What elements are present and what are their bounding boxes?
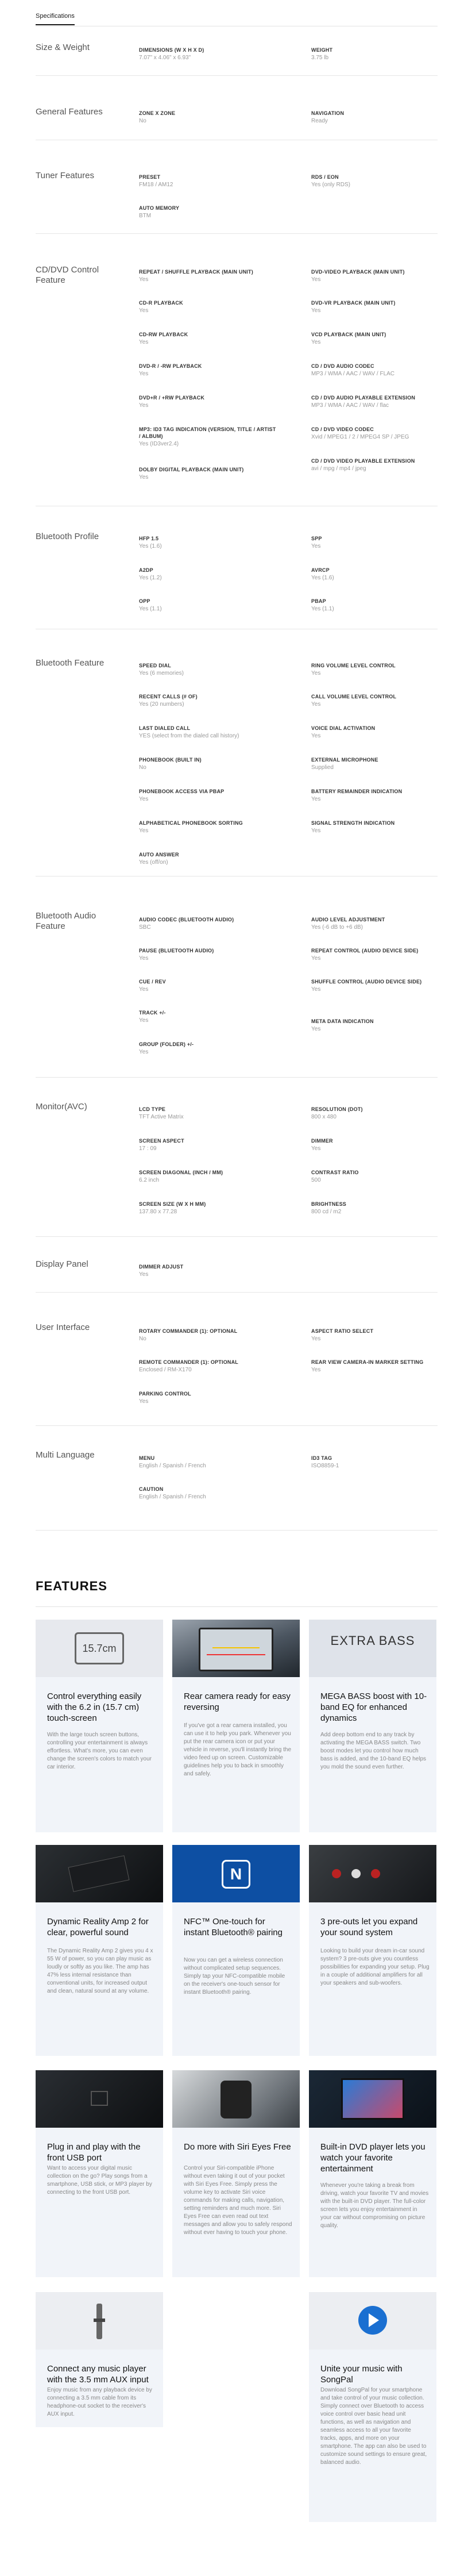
songpal-icon <box>309 2292 436 2350</box>
spec-item: SIGNAL STRENGTH INDICATION Yes <box>311 820 395 834</box>
feature-title: MEGA BASS boost with 10-band EQ for enhanced dynamics <box>320 1691 427 1723</box>
spec-item: SCREEN DIAGONAL (INCH / MM) 6.2 inch <box>139 1170 223 1183</box>
spec-tabs <box>36 8 438 26</box>
feature-card <box>309 1845 436 2056</box>
feature-title: NFC™ One-touch for instant Bluetooth® pairing <box>184 1917 283 1937</box>
spec-item: MP3: ID3 TAG INDICATION (VERSION, TITLE / ARTIST / ALBUM) Yes (ID3ver2.4) <box>139 426 276 447</box>
feature-title: Dynamic Reality Amp 2 for clear, powerful sound <box>47 1917 149 1937</box>
spec-item: ZONE X ZONE No <box>139 110 176 124</box>
feature-title: Built-in DVD player lets you watch your favorite entertainment <box>320 2142 426 2174</box>
spec-item: ALPHABETICAL PHONEBOOK SORTING Yes <box>139 820 243 834</box>
section-title: Bluetooth Feature <box>36 658 105 668</box>
spec-item: SPP Yes <box>311 536 322 549</box>
spec-item: WEIGHT 3.75 lb <box>311 47 333 61</box>
spec-item: DVD+R / +RW PLAYBACK Yes <box>139 395 205 409</box>
aux-cable-icon <box>36 2292 163 2350</box>
spec-item: CD / DVD AUDIO PLAYABLE EXTENSION MP3 / WMA / AAC / WAV / flac <box>311 395 416 409</box>
spec-section-monitor <box>36 1102 438 1237</box>
spec-item: META DATA INDICATION Yes <box>311 1018 374 1032</box>
spec-item: PARKING CONTROL Yes <box>139 1391 191 1405</box>
spec-item: CAUTION English / Spanish / French <box>139 1486 206 1500</box>
section-title: General Features <box>36 107 103 117</box>
rear-camera-image <box>172 1620 300 1677</box>
spec-section-general <box>36 107 438 140</box>
section-title: Size & Weight <box>36 43 90 52</box>
feature-card <box>36 1620 163 1832</box>
spec-item: PHONEBOOK ACCESS VIA PBAP Yes <box>139 789 225 802</box>
feature-text: Download SongPal for your smartphone and take control of your music collection. Simply connect over Bluetooth to access voice control over basic head unit functions, as well as navigation and seamless access to all your favorite tracks, apps, and more on your smartphone. The app can also be used to customize sound settings to ensure great, balanced audio. <box>320 2387 427 2466</box>
feature-card <box>172 1620 300 1832</box>
feature-card <box>309 2292 436 2522</box>
spec-item: VOICE DIAL ACTIVATION Yes <box>311 725 376 739</box>
feature-text: If you've got a rear camera installed, you can use it to help you park. Whenever you put the rear camera icon or put your vehicle in reverse, you'll instantly bring the video feed up on screen. Customizable guidelines help you to back in smoothly and safely. <box>184 1723 292 1777</box>
spec-item: CD-RW PLAYBACK Yes <box>139 332 188 345</box>
feature-text: Want to access your digital music collection on the go? Play songs from a smartphone, USB stick, or MP3 player by connecting to the front USB port. <box>47 2165 152 2196</box>
spec-item: AUTO ANSWER Yes (off/on) <box>139 852 179 866</box>
spec-item: PHONEBOOK (BUILT IN) No <box>139 757 202 771</box>
spec-item: PBAP Yes (1.1) <box>311 598 334 612</box>
feature-text: With the large touch screen buttons, controlling your entertainment is always effortless. What's more, you can even change the screen's colors to match your car interior. <box>47 1732 152 1770</box>
feature-text: Whenever you're taking a break from driving, watch your favorite TV and movies with the built-in DVD player. The full-color screen lets you enjoy entertainment in your car without compromising on picture quality. <box>320 2182 429 2229</box>
feature-card <box>172 2070 300 2277</box>
dvd-player-image <box>309 2070 436 2128</box>
spec-item: ROTARY COMMANDER (1): OPTIONAL No <box>139 1328 238 1342</box>
spec-section-tuner <box>36 171 438 234</box>
siri-image <box>172 2070 300 2128</box>
spec-item: SCREEN SIZE (W X H MM) 137.80 x 77.28 <box>139 1201 206 1215</box>
feature-card <box>36 2292 163 2427</box>
spec-section-bt-audio <box>36 911 438 1078</box>
feature-text: Enjoy music from any playback device by connecting a 3.5 mm cable from its headphone-out socket to the receiver's AUX input. <box>47 2387 152 2417</box>
amp-chip-image <box>36 1845 163 1902</box>
spec-item: DIMMER Yes <box>311 1138 333 1152</box>
feature-card <box>309 1620 436 1832</box>
spec-item: RESOLUTION (DOT) 800 x 480 <box>311 1106 363 1120</box>
spec-item: GROUP (FOLDER) +/- Yes <box>139 1041 194 1055</box>
spec-item: DVD-VIDEO PLAYBACK (MAIN UNIT) Yes <box>311 269 405 283</box>
spec-item: A2DP Yes (1.2) <box>139 567 162 581</box>
feature-title: Unite your music with SongPal <box>320 2364 403 2385</box>
spec-item: SHUFFLE CONTROL (AUDIO DEVICE SIDE) Yes <box>311 979 422 993</box>
spec-item: DVD-R / -RW PLAYBACK Yes <box>139 363 202 377</box>
spec-item: DVD-VR PLAYBACK (MAIN UNIT) Yes <box>311 300 396 314</box>
spec-item: HFP 1.5 Yes (1.6) <box>139 536 162 549</box>
spec-item: SPEED DIAL Yes (6 memories) <box>139 663 184 676</box>
spec-item: AUDIO CODEC (BLUETOOTH AUDIO) SBC <box>139 917 234 931</box>
spec-section-cd-dvd <box>36 265 438 506</box>
spec-item: SCREEN ASPECT 17 : 09 <box>139 1138 184 1152</box>
spec-item: CD / DVD VIDEO CODEC Xvid / MPEG1 / 2 / MPEG4 SP / JPEG <box>311 426 409 440</box>
section-title: Tuner Features <box>36 171 94 180</box>
spec-section-ui <box>36 1322 438 1426</box>
feature-text: The Dynamic Reality Amp 2 gives you 4 x 55 W of power, so you can play music as loudly or softly as you like. The amp has 47% less internal resistance than conventional units, for increased output and clean, natural sound at any volume. <box>47 1948 153 1994</box>
spec-item: DIMENSIONS (W X H X D) 7.07" x 4.06" x 6.93" <box>139 47 204 61</box>
spec-section-language <box>36 1450 438 1531</box>
feature-card <box>36 2070 163 2277</box>
spec-item: LCD TYPE TFT Active Matrix <box>139 1106 184 1120</box>
spec-item: CONTRAST RATIO 500 <box>311 1170 359 1183</box>
spec-item: MENU English / Spanish / French <box>139 1455 206 1469</box>
spec-item: RING VOLUME LEVEL CONTROL Yes <box>311 663 396 676</box>
spec-section-size-weight <box>36 43 438 76</box>
spec-item: BATTERY REMAINDER INDICATION Yes <box>311 789 403 802</box>
features-heading: FEATURES <box>36 1579 107 1593</box>
spec-item: CUE / REV Yes <box>139 979 166 993</box>
spec-item: TRACK +/- Yes <box>139 1010 166 1024</box>
spec-item: BRIGHTNESS 800 cd / m2 <box>311 1201 347 1215</box>
spec-item: DIMMER ADJUST Yes <box>139 1264 184 1278</box>
section-title: Display Panel <box>36 1259 88 1269</box>
feature-card <box>172 1845 300 2056</box>
spec-item: CD-R PLAYBACK Yes <box>139 300 183 314</box>
section-title: User Interface <box>36 1322 90 1332</box>
feature-text: Looking to build your dream in-car sound system? 3 pre-outs give you countless possibilities for expanding your setup. Plug in a couple of additional amplifiers for all your speakers and sub-woofers. <box>320 1948 430 1986</box>
spec-section-bt-profile <box>36 532 438 629</box>
feature-title: Do more with Siri Eyes Free <box>184 2142 291 2152</box>
spec-item: PRESET FM18 / AM12 <box>139 174 173 188</box>
feature-title: 3 pre-outs let you expand your sound system <box>320 1917 418 1937</box>
feature-card <box>309 2070 436 2277</box>
feature-text: Now you can get a wireless connection without complicated setup sequences. Simply tap your NFC-compatible mobile on the receiver's one-touch sensor for instant Bluetooth® pairing. <box>184 1957 285 1996</box>
feature-title: Connect any music player with the 3.5 mm AUX input <box>47 2364 149 2385</box>
section-title: CD/DVD Control Feature <box>36 265 99 285</box>
section-title: Monitor(AVC) <box>36 1102 87 1112</box>
usb-port-image <box>36 2070 163 2128</box>
spec-item: REPEAT CONTROL (AUDIO DEVICE SIDE) Yes <box>311 948 419 962</box>
spec-item: ASPECT RATIO SELECT Yes <box>311 1328 374 1342</box>
feature-text: Add deep bottom end to any track by activating the MEGA BASS switch. Two boost modes let you control how much bass is added, and the 10-band EQ helps you mold the sound even further. <box>320 1732 427 1770</box>
feature-title: Plug in and play with the front USB port <box>47 2142 141 2163</box>
spec-item: RDS / EON Yes (only RDS) <box>311 174 350 188</box>
spec-item: NAVIGATION Ready <box>311 110 345 124</box>
extra-bass-logo: EXTRA BASS <box>309 1620 436 1677</box>
spec-item: DOLBY DIGITAL PLAYBACK (MAIN UNIT) Yes <box>139 467 244 480</box>
spec-item: VCD PLAYBACK (MAIN UNIT) Yes <box>311 332 386 345</box>
spec-item: CD / DVD VIDEO PLAYABLE EXTENSION avi / mpg / mp4 / jpeg <box>311 458 415 472</box>
feature-title: Control everything easily with the 6.2 in (15.7 cm) touch-screen <box>47 1691 142 1723</box>
spec-item: REAR VIEW CAMERA-IN MARKER SETTING Yes <box>311 1359 424 1373</box>
spec-section-bt-feature <box>36 658 438 876</box>
section-title: Bluetooth Audio Feature <box>36 911 96 931</box>
tab-specifications[interactable]: Specifications <box>36 13 75 25</box>
feature-card <box>36 1845 163 2056</box>
spec-item: CD / DVD AUDIO CODEC MP3 / WMA / AAC / WAV / FLAC <box>311 363 395 377</box>
spec-item: OPP Yes (1.1) <box>139 598 162 612</box>
spec-item: EXTERNAL MICROPHONE Supplied <box>311 757 378 771</box>
spec-item: AUDIO LEVEL ADJUSTMENT Yes (-6 dB to +6 dB) <box>311 917 385 931</box>
feature-title: Rear camera ready for easy reversing <box>184 1691 291 1712</box>
spec-item: AUTO MEMORY BTM <box>139 205 180 219</box>
spec-item: CALL VOLUME LEVEL CONTROL Yes <box>311 694 397 708</box>
spec-item: REPEAT / SHUFFLE PLAYBACK (MAIN UNIT) Yes <box>139 269 253 283</box>
divider <box>36 1606 438 1607</box>
section-title: Bluetooth Profile <box>36 532 99 541</box>
spec-item: LAST DIALED CALL YES (select from the dialed call history) <box>139 725 239 739</box>
spec-item: REMOTE COMMANDER (1): OPTIONAL Enclosed / RM-X170 <box>139 1359 238 1373</box>
section-title: Multi Language <box>36 1450 95 1460</box>
pre-outs-image <box>309 1845 436 1902</box>
feature-text: Control your Siri-compatible iPhone without even taking it out of your pocket with Siri Eyes Free. Simply press the volume key to activate Siri voice commands for making calls, navigation, setting reminders and much more. Siri Eyes Free can even read out text messages and allow you to safely respond without ever having to touch your phone. <box>184 2165 292 2236</box>
spec-item: RECENT CALLS (# OF) Yes (20 numbers) <box>139 694 198 708</box>
spec-section-display <box>36 1259 438 1293</box>
spec-item: AVRCP Yes (1.6) <box>311 567 334 581</box>
nfc-logo: N <box>172 1845 300 1902</box>
spec-item: ID3 TAG ISO8859-1 <box>311 1455 339 1469</box>
screen-size-image: 15.7cm <box>36 1620 163 1677</box>
spec-item: PAUSE (BLUETOOTH AUDIO) Yes <box>139 948 214 962</box>
